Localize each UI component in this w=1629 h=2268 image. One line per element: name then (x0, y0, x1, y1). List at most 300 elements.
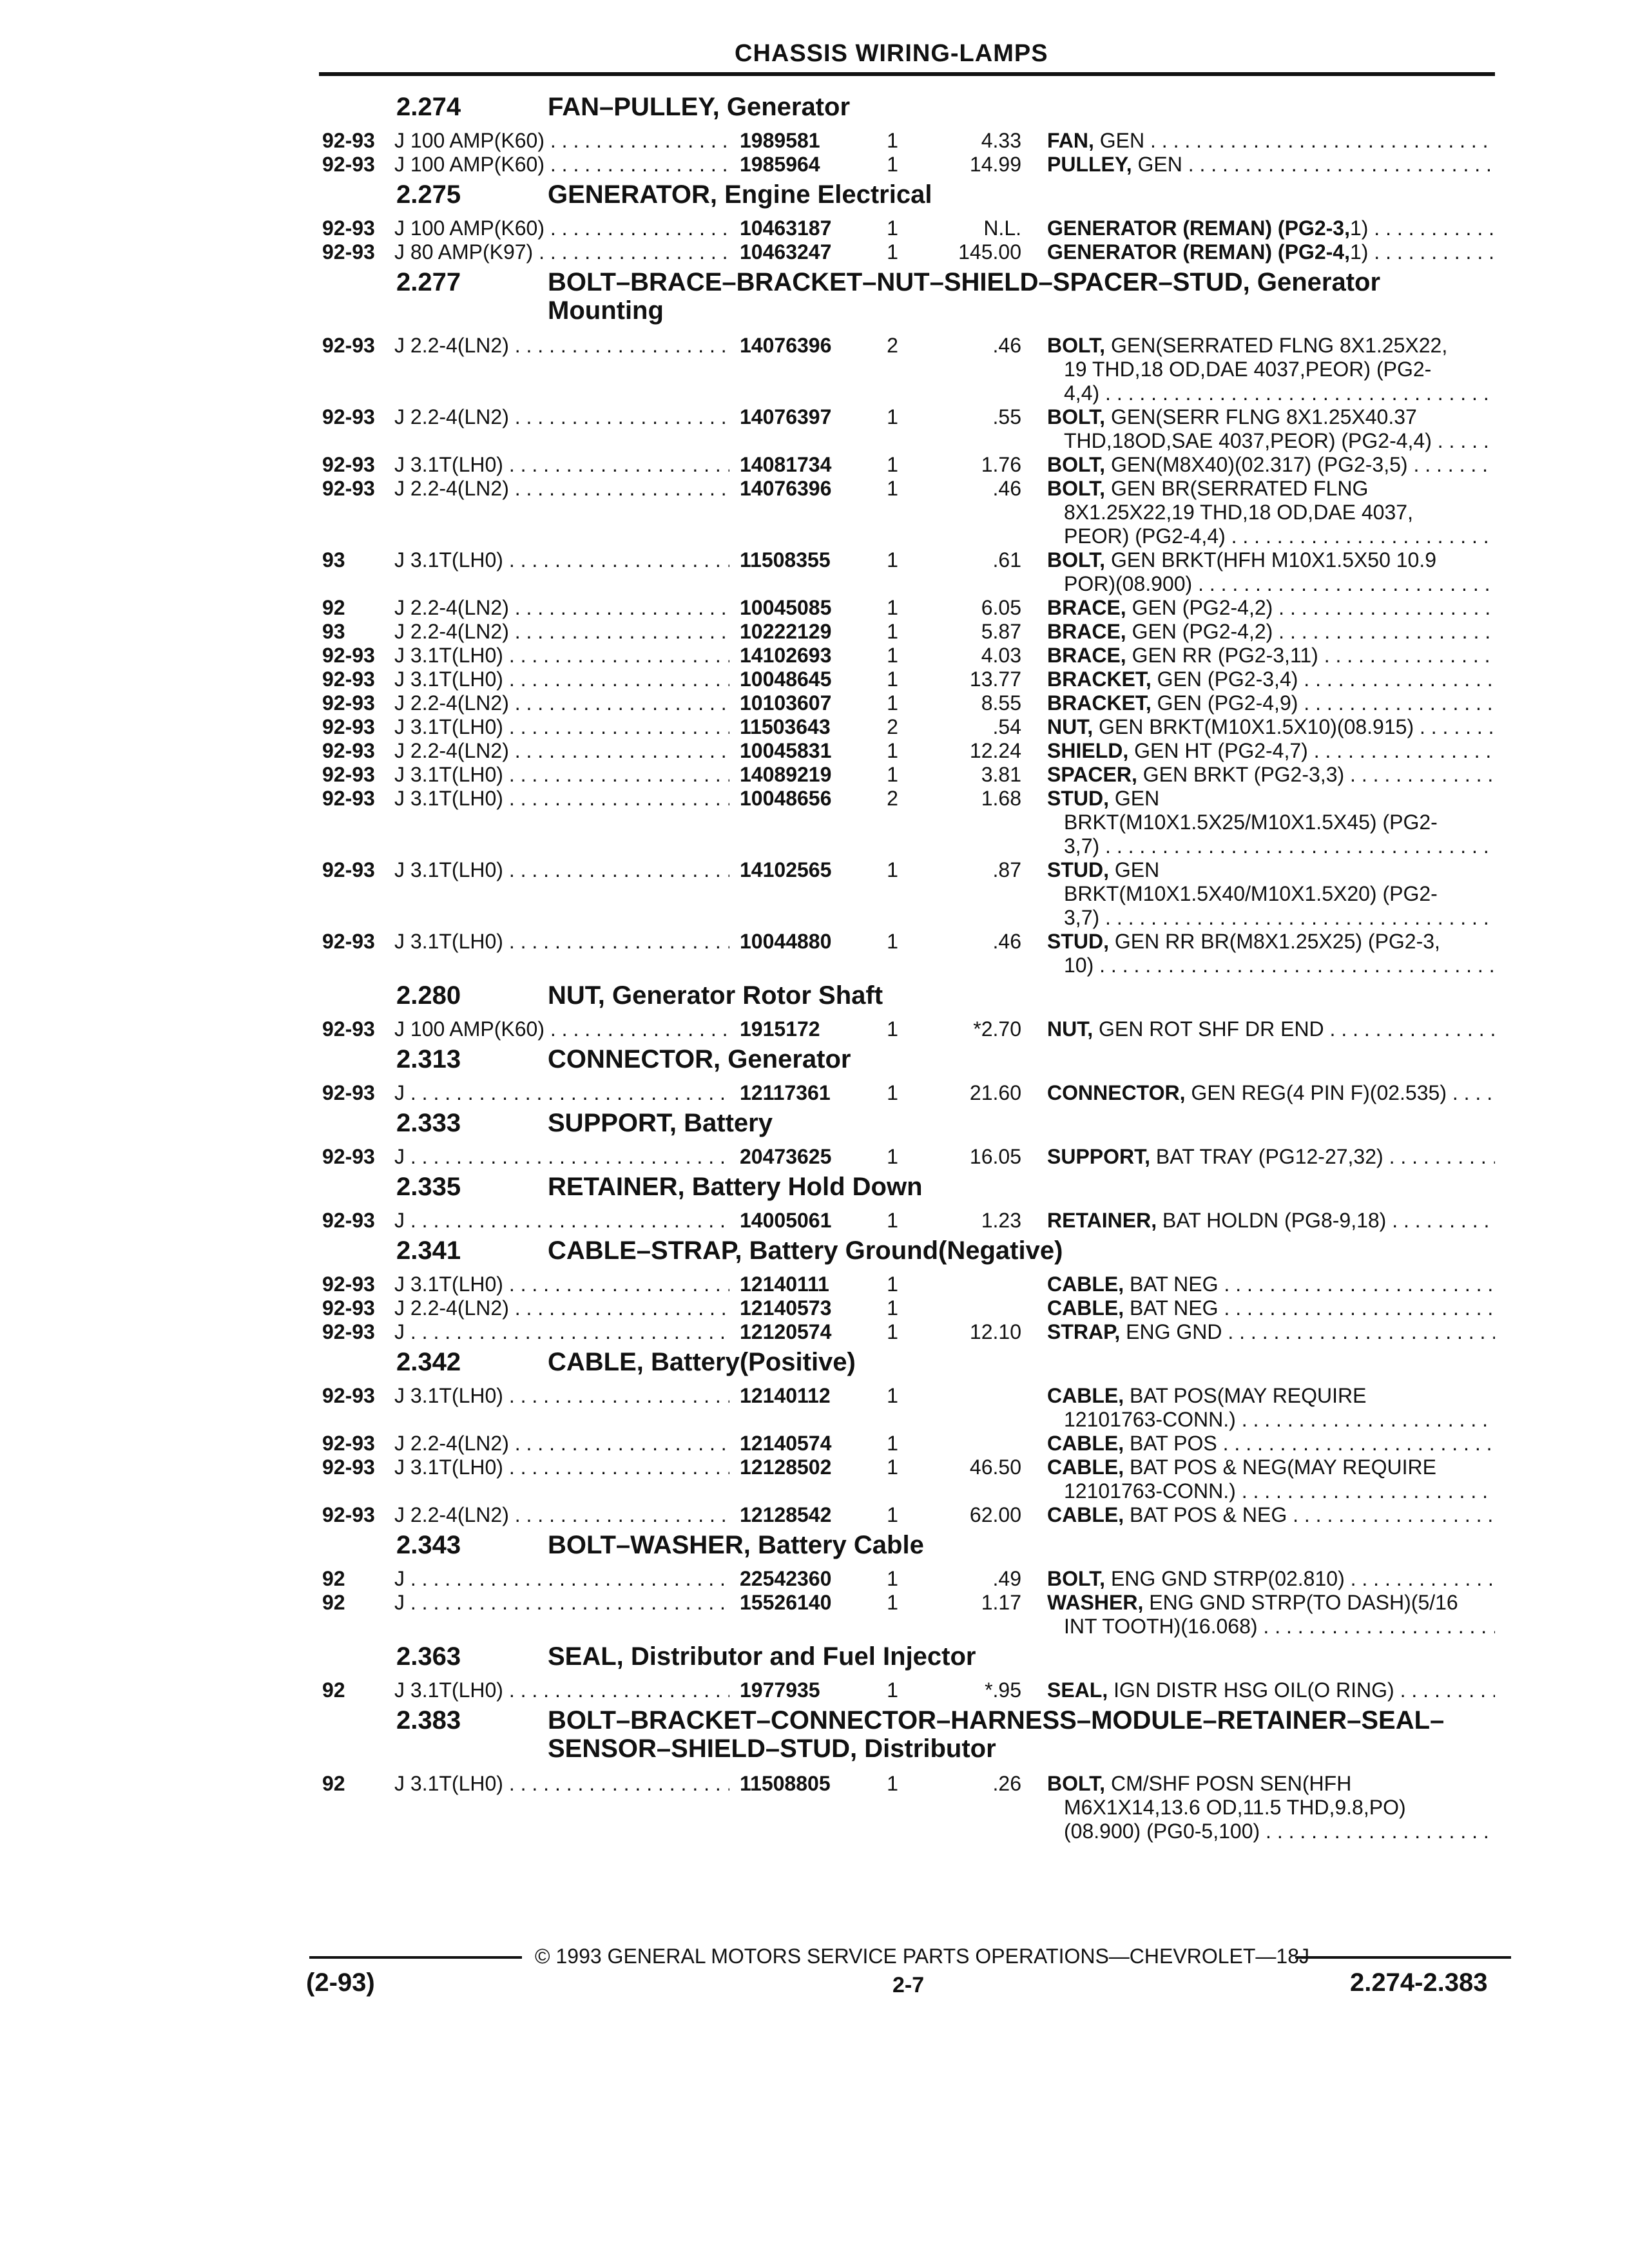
price: 1.76 (981, 453, 1021, 476)
part-description: STUD, GEN (1047, 787, 1160, 810)
section-title: FAN–PULLEY, Generator (548, 93, 851, 121)
part-number: 20473625 (735, 1145, 875, 1169)
model-year: 93 (322, 548, 345, 572)
part-row (0, 153, 1629, 177)
catalog-section (0, 1344, 1629, 1527)
part-row (0, 739, 1629, 763)
part-description: NUT, GEN BRKT(M10X1.5X10)(08.915) . . . (1047, 715, 1495, 739)
section-title: CONNECTOR, Generator (548, 1045, 851, 1073)
section-number: 2.277 (396, 268, 461, 296)
quantity: 1 (887, 1017, 898, 1041)
part-description: RETAINER, BAT HOLDN (PG8-9,18) . . . (1047, 1209, 1495, 1233)
part-description: (08.900) (PG0-5,100) . . . (1047, 1820, 1495, 1843)
part-description: INT TOOTH)(16.068) . . . (1047, 1615, 1495, 1639)
section-number: 2.333 (396, 1109, 461, 1137)
model-year: 93 (322, 620, 345, 643)
part-number: 11508355 (735, 548, 875, 572)
application: J 3.1T(LH0) . . . (394, 1273, 729, 1296)
part-row (0, 453, 1629, 477)
part-description: POR)(08.900) . . . (1047, 572, 1495, 596)
section-heading (0, 977, 1629, 1017)
model-year: 92-93 (322, 787, 375, 810)
part-description: 19 THD,18 OD,DAE 4037,PEOR) (PG2- (1064, 358, 1432, 381)
price: .46 (992, 930, 1021, 953)
part-description: BOLT, GEN(SERR FLNG 8X1.25X40.37 (1047, 405, 1417, 428)
part-number: 10463247 (735, 240, 875, 264)
application: J 2.2-4(LN2) . . . (394, 596, 729, 620)
part-number: 10048645 (735, 668, 875, 691)
part-number: 10044880 (735, 930, 875, 954)
part-description: SEAL, IGN DISTR HSG OIL(O RING) . . . (1047, 1678, 1495, 1702)
price: 1.68 (981, 787, 1021, 810)
price: 1.17 (981, 1591, 1021, 1614)
page-header-title: CHASSIS WIRING-LAMPS (735, 40, 1048, 67)
section-title: RETAINER, Battery Hold Down (548, 1173, 923, 1201)
section-number: 2.275 (396, 180, 461, 209)
part-description: SUPPORT, BAT TRAY (PG12-27,32) . . . (1047, 1145, 1495, 1169)
part-description: SHIELD, GEN HT (PG2-4,7) . . . (1047, 739, 1495, 763)
part-number: 14089219 (735, 763, 875, 787)
part-row (0, 477, 1629, 548)
part-row (0, 1209, 1629, 1233)
price: 4.03 (981, 644, 1021, 667)
model-year: 92-93 (322, 1456, 375, 1479)
part-description: SPACER, GEN BRKT (PG2-3,3) . . . (1047, 763, 1495, 787)
part-row (0, 240, 1629, 264)
price: .55 (992, 405, 1021, 428)
quantity: 1 (887, 1591, 898, 1614)
price: 14.99 (969, 153, 1021, 176)
application: J . . . (394, 1591, 729, 1615)
part-number: 10103607 (735, 691, 875, 715)
quantity: 1 (887, 405, 898, 428)
model-year: 92-93 (322, 1273, 375, 1296)
footer-rule-left (309, 1956, 522, 1959)
part-row (0, 405, 1629, 453)
part-row (0, 1456, 1629, 1503)
application: J 3.1T(LH0) . . . (394, 787, 729, 811)
application: J 100 AMP(K60) . . . (394, 216, 729, 240)
part-row (0, 596, 1629, 620)
price: 62.00 (969, 1503, 1021, 1526)
catalog-section (0, 1233, 1629, 1344)
part-description: GENERATOR (REMAN) (PG2-4,1) . . . (1047, 240, 1495, 264)
model-year: 92-93 (322, 405, 375, 428)
quantity: 1 (887, 1432, 898, 1455)
part-row (0, 691, 1629, 715)
part-description: NUT, GEN ROT SHF DR END . . . (1047, 1017, 1495, 1041)
part-description: BOLT, GEN BRKT(HFH M10X1.5X50 10.9 (1047, 548, 1437, 572)
section-heading (0, 89, 1629, 129)
section-heading (0, 1105, 1629, 1145)
part-description: STUD, GEN (1047, 858, 1160, 881)
part-row (0, 1017, 1629, 1041)
part-description: BOLT, GEN(M8X40)(02.317) (PG2-3,5) . . . (1047, 453, 1495, 477)
model-year: 92-93 (322, 668, 375, 691)
part-row (0, 1320, 1629, 1344)
application: J 2.2-4(LN2) . . . (394, 691, 729, 715)
quantity: 1 (887, 1772, 898, 1795)
footer-date: (2-93) (306, 1968, 375, 1997)
model-year: 92-93 (322, 1081, 375, 1104)
part-number: 14005061 (735, 1209, 875, 1233)
quantity: 1 (887, 763, 898, 786)
model-year: 92-93 (322, 691, 375, 715)
quantity: 1 (887, 129, 898, 152)
part-number: 14102693 (735, 644, 875, 668)
part-row (0, 620, 1629, 644)
section-title: SEAL, Distributor and Fuel Injector (548, 1642, 976, 1671)
application: J 2.2-4(LN2) . . . (394, 334, 729, 358)
price: 3.81 (981, 763, 1021, 786)
price: 6.05 (981, 596, 1021, 619)
price: 13.77 (969, 668, 1021, 691)
application: J 100 AMP(K60) . . . (394, 129, 729, 153)
section-heading (0, 1344, 1629, 1384)
part-description: BRACE, GEN (PG2-4,2) . . . (1047, 620, 1495, 644)
application: J 3.1T(LH0) . . . (394, 1384, 729, 1408)
model-year: 92-93 (322, 715, 375, 738)
part-row (0, 1145, 1629, 1169)
application: J 2.2-4(LN2) . . . (394, 1432, 729, 1456)
section-title: CABLE, Battery(Positive) (548, 1348, 856, 1376)
part-description: M6X1X14,13.6 OD,11.5 THD,9.8,PO) (1064, 1796, 1406, 1819)
price: N.L. (983, 216, 1021, 240)
application: J 3.1T(LH0) . . . (394, 644, 729, 668)
part-row (0, 1081, 1629, 1105)
catalog-section (0, 1041, 1629, 1105)
price: 12.10 (969, 1320, 1021, 1343)
quantity: 1 (887, 216, 898, 240)
part-row (0, 1567, 1629, 1591)
quantity: 1 (887, 620, 898, 643)
part-description: 12101763-CONN.) . . . (1047, 1408, 1495, 1432)
application: J . . . (394, 1145, 729, 1169)
part-description: BRACKET, GEN (PG2-3,4) . . . (1047, 668, 1495, 691)
price: .54 (992, 715, 1021, 738)
application: J 100 AMP(K60) . . . (394, 1017, 729, 1041)
part-row (0, 1772, 1629, 1843)
application: J 2.2-4(LN2) . . . (394, 1296, 729, 1320)
price: .46 (992, 334, 1021, 357)
section-number: 2.313 (396, 1045, 461, 1073)
part-description: 12101763-CONN.) . . . (1047, 1479, 1495, 1503)
price: *.95 (985, 1678, 1021, 1702)
application: J . . . (394, 1081, 729, 1105)
model-year: 92 (322, 1567, 345, 1590)
part-number: 12120574 (735, 1320, 875, 1344)
quantity: 1 (887, 858, 898, 881)
section-heading (0, 264, 1629, 334)
price: 46.50 (969, 1456, 1021, 1479)
model-year: 92-93 (322, 930, 375, 953)
model-year: 92-93 (322, 453, 375, 476)
model-year: 92-93 (322, 1503, 375, 1526)
price: 8.55 (981, 691, 1021, 715)
part-description: BOLT, GEN(SERRATED FLNG 8X1.25X22, (1047, 334, 1448, 357)
quantity: 2 (887, 715, 898, 738)
catalog-section (0, 89, 1629, 177)
part-description: BOLT, ENG GND STRP(02.810) . . . (1047, 1567, 1495, 1591)
application: J 3.1T(LH0) . . . (394, 763, 729, 787)
part-description: 4,4) . . . (1047, 381, 1495, 405)
part-description: CABLE, BAT POS & NEG(MAY REQUIRE (1047, 1456, 1436, 1479)
part-description: CABLE, BAT POS(MAY REQUIRE (1047, 1384, 1367, 1407)
catalog-section (0, 1702, 1629, 1843)
part-description: BRKT(M10X1.5X25/M10X1.5X45) (PG2- (1064, 811, 1438, 834)
part-description: 8X1.25X22,19 THD,18 OD,DAE 4037, (1064, 501, 1413, 524)
quantity: 1 (887, 1678, 898, 1702)
part-description: BOLT, CM/SHF POSN SEN(HFH (1047, 1772, 1352, 1795)
part-row (0, 763, 1629, 787)
price: 5.87 (981, 620, 1021, 643)
application: J 3.1T(LH0) . . . (394, 453, 729, 477)
part-number: 1985964 (735, 153, 875, 177)
application: J 2.2-4(LN2) . . . (394, 739, 729, 763)
application: J 80 AMP(K97) . . . (394, 240, 729, 264)
section-title: BOLT–WASHER, Battery Cable (548, 1531, 924, 1559)
quantity: 1 (887, 240, 898, 264)
price: .26 (992, 1772, 1021, 1795)
part-row (0, 1591, 1629, 1639)
part-number: 12128502 (735, 1456, 875, 1479)
part-description: BRACE, GEN (PG2-4,2) . . . (1047, 596, 1495, 620)
model-year: 92 (322, 1591, 345, 1614)
part-description: WASHER, ENG GND STRP(TO DASH)(5/16 (1047, 1591, 1458, 1614)
catalog-section (0, 1105, 1629, 1169)
part-row (0, 1503, 1629, 1527)
footer-copyright: © 1993 GENERAL MOTORS SERVICE PARTS OPERATIONS—CHEVROLET—18J (535, 1945, 1309, 1968)
section-title: BOLT–BRACKET–CONNECTOR–HARNESS–MODULE–RETAINER–SEAL–SENSOR–SHIELD–STUD, Distributor (548, 1706, 1445, 1763)
quantity: 1 (887, 1567, 898, 1590)
part-number: 10045831 (735, 739, 875, 763)
catalog-section (0, 177, 1629, 264)
catalog-section (0, 1527, 1629, 1639)
application: J 3.1T(LH0) . . . (394, 668, 729, 691)
section-title: NUT, Generator Rotor Shaft (548, 981, 883, 1010)
quantity: 1 (887, 1273, 898, 1296)
model-year: 92-93 (322, 1145, 375, 1168)
section-number: 2.342 (396, 1348, 461, 1376)
model-year: 92-93 (322, 153, 375, 176)
part-description: CABLE, BAT POS . . . (1047, 1432, 1495, 1456)
footer-section-range: 2.274-2.383 (1350, 1968, 1488, 1997)
part-description: STRAP, ENG GND . . . (1047, 1320, 1495, 1344)
part-row (0, 668, 1629, 691)
section-heading (0, 1527, 1629, 1567)
section-number: 2.383 (396, 1706, 461, 1735)
section-number: 2.274 (396, 93, 461, 121)
catalog-section (0, 1169, 1629, 1233)
quantity: 2 (887, 334, 898, 357)
catalog-section (0, 977, 1629, 1041)
part-row (0, 930, 1629, 977)
part-row (0, 548, 1629, 596)
application: J 2.2-4(LN2) . . . (394, 477, 729, 501)
application: J 3.1T(LH0) . . . (394, 1456, 729, 1479)
quantity: 1 (887, 1081, 898, 1104)
section-title: BOLT–BRACE–BRACKET–NUT–SHIELD–SPACER–STUD, Generator Mounting (548, 268, 1381, 325)
part-description: FAN, GEN . . . (1047, 129, 1495, 153)
price: 4.33 (981, 129, 1021, 152)
quantity: 1 (887, 930, 898, 953)
application: J 3.1T(LH0) . . . (394, 548, 729, 572)
part-row (0, 1384, 1629, 1432)
section-number: 2.343 (396, 1531, 461, 1559)
part-number: 1989581 (735, 129, 875, 153)
model-year: 92-93 (322, 1296, 375, 1320)
model-year: 92-93 (322, 216, 375, 240)
quantity: 1 (887, 1145, 898, 1168)
quantity: 1 (887, 453, 898, 476)
part-row (0, 1273, 1629, 1296)
model-year: 92-93 (322, 240, 375, 264)
part-description: THD,18OD,SAE 4037,PEOR) (PG2-4,4) . . . (1047, 429, 1495, 453)
price: .49 (992, 1567, 1021, 1590)
section-heading (0, 1169, 1629, 1209)
price: 145.00 (958, 240, 1021, 264)
part-number: 10222129 (735, 620, 875, 644)
part-number: 1915172 (735, 1017, 875, 1041)
part-description: STUD, GEN RR BR(M8X1.25X25) (PG2-3, (1047, 930, 1440, 953)
quantity: 1 (887, 548, 898, 572)
application: J 3.1T(LH0) . . . (394, 930, 729, 954)
model-year: 92-93 (322, 739, 375, 762)
quantity: 1 (887, 668, 898, 691)
model-year: 92-93 (322, 477, 375, 500)
quantity: 1 (887, 153, 898, 176)
part-description: GENERATOR (REMAN) (PG2-3,1) . . . (1047, 216, 1495, 240)
section-title: SUPPORT, Battery (548, 1109, 773, 1137)
part-description: BOLT, GEN BR(SERRATED FLNG (1047, 477, 1369, 500)
application: J . . . (394, 1209, 729, 1233)
part-row (0, 644, 1629, 668)
price: .61 (992, 548, 1021, 572)
footer-page-number: 2-7 (892, 1973, 925, 1997)
quantity: 2 (887, 787, 898, 810)
part-description: 3,7) . . . (1047, 906, 1495, 930)
part-number: 14102565 (735, 858, 875, 882)
section-heading (0, 1041, 1629, 1081)
header-rule (319, 72, 1495, 76)
quantity: 1 (887, 644, 898, 667)
section-heading (0, 177, 1629, 216)
section-title: GENERATOR, Engine Electrical (548, 180, 932, 209)
section-number: 2.335 (396, 1173, 461, 1201)
part-number: 1977935 (735, 1678, 875, 1702)
section-heading (0, 1639, 1629, 1678)
part-number: 14076396 (735, 477, 875, 501)
quantity: 1 (887, 1384, 898, 1407)
part-description: CABLE, BAT NEG . . . (1047, 1273, 1495, 1296)
model-year: 92-93 (322, 1384, 375, 1407)
application: J 3.1T(LH0) . . . (394, 1772, 729, 1796)
application: J 2.2-4(LN2) . . . (394, 620, 729, 644)
parts-catalog (0, 89, 1629, 1843)
part-description: PULLEY, GEN . . . (1047, 153, 1495, 177)
application: J 100 AMP(K60) . . . (394, 153, 729, 177)
part-number: 14076396 (735, 334, 875, 358)
part-description: BRKT(M10X1.5X40/M10X1.5X20) (PG2- (1064, 882, 1438, 905)
price: 12.24 (969, 739, 1021, 762)
part-number: 14081734 (735, 453, 875, 477)
part-description: 3,7) . . . (1047, 834, 1495, 858)
application: J 2.2-4(LN2) . . . (394, 1503, 729, 1527)
part-row (0, 715, 1629, 739)
part-row (0, 1678, 1629, 1702)
catalog-section (0, 1639, 1629, 1702)
section-heading (0, 1233, 1629, 1273)
model-year: 92-93 (322, 334, 375, 357)
part-description: 10) . . . (1047, 954, 1495, 977)
quantity: 1 (887, 1503, 898, 1526)
part-description: BRACE, GEN RR (PG2-3,11) . . . (1047, 644, 1495, 668)
quantity: 1 (887, 1296, 898, 1320)
footer-rule-right (1295, 1956, 1511, 1959)
part-number: 22542360 (735, 1567, 875, 1591)
model-year: 92-93 (322, 1017, 375, 1041)
quantity: 1 (887, 691, 898, 715)
price: 16.05 (969, 1145, 1021, 1168)
model-year: 92-93 (322, 1209, 375, 1232)
part-number: 10463187 (735, 216, 875, 240)
section-number: 2.341 (396, 1236, 461, 1265)
part-number: 12140574 (735, 1432, 875, 1456)
model-year: 92-93 (322, 644, 375, 667)
part-number: 11503643 (735, 715, 875, 739)
section-number: 2.363 (396, 1642, 461, 1671)
model-year: 92-93 (322, 763, 375, 786)
part-number: 10045085 (735, 596, 875, 620)
quantity: 1 (887, 1320, 898, 1343)
section-number: 2.280 (396, 981, 461, 1010)
part-description: CABLE, BAT POS & NEG . . . (1047, 1503, 1495, 1527)
application: J . . . (394, 1567, 729, 1591)
price: .87 (992, 858, 1021, 881)
part-description: BRACKET, GEN (PG2-4,9) . . . (1047, 691, 1495, 715)
quantity: 1 (887, 596, 898, 619)
application: J 3.1T(LH0) . . . (394, 715, 729, 739)
model-year: 92 (322, 1678, 345, 1702)
model-year: 92-93 (322, 858, 375, 881)
part-row (0, 129, 1629, 153)
price: 21.60 (969, 1081, 1021, 1104)
part-number: 12128542 (735, 1503, 875, 1527)
section-heading (0, 1702, 1629, 1772)
part-number: 12117361 (735, 1081, 875, 1105)
application: J 3.1T(LH0) . . . (394, 858, 729, 882)
catalog-section (0, 264, 1629, 977)
part-description: PEOR) (PG2-4,4) . . . (1047, 524, 1495, 548)
part-row (0, 858, 1629, 930)
part-row (0, 216, 1629, 240)
price: 1.23 (981, 1209, 1021, 1232)
part-row (0, 787, 1629, 858)
part-number: 11508805 (735, 1772, 875, 1796)
price: .46 (992, 477, 1021, 500)
quantity: 1 (887, 739, 898, 762)
model-year: 92-93 (322, 129, 375, 152)
part-number: 14076397 (735, 405, 875, 429)
part-number: 10048656 (735, 787, 875, 811)
part-row (0, 1432, 1629, 1456)
part-number: 12140573 (735, 1296, 875, 1320)
price: *2.70 (973, 1017, 1021, 1041)
application: J . . . (394, 1320, 729, 1344)
application: J 2.2-4(LN2) . . . (394, 405, 729, 429)
model-year: 92 (322, 1772, 345, 1795)
part-description: CONNECTOR, GEN REG(4 PIN F)(02.535) . . . (1047, 1081, 1495, 1105)
